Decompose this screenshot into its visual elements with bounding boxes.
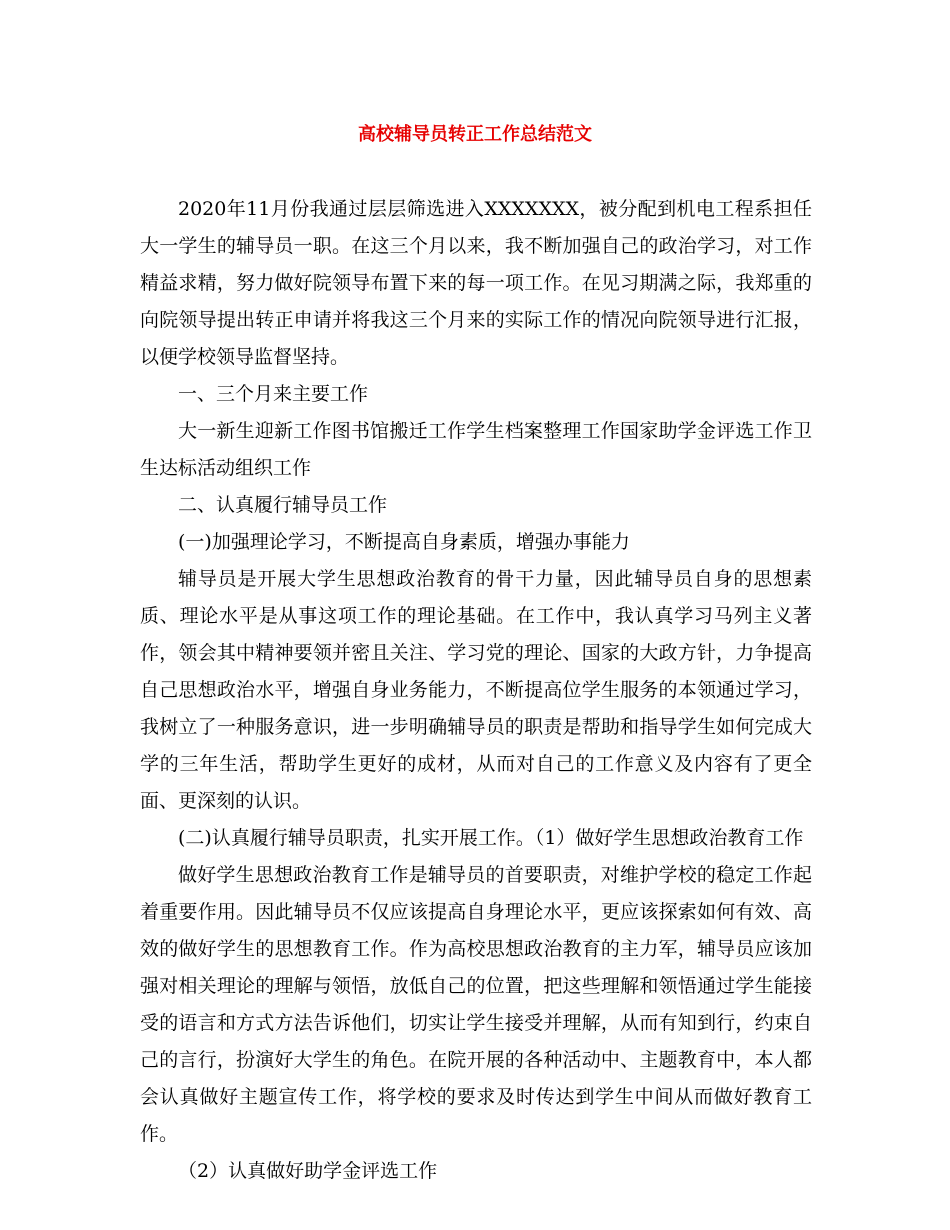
paragraph-work-list: 大一新生迎新工作图书馆搬迁工作学生档案整理工作国家助学金评选工作卫生达标活动组织工作 bbox=[140, 420, 812, 479]
subheading-fulfil-duties: (二)认真履行辅导员职责，扎实开展工作。（1）做好学生思想政治教育工作 bbox=[178, 827, 804, 849]
paragraph-theory-study: 辅导员是开展大学生思想政治教育的骨干力量，因此辅导员自身的思想素质、理论水平是从事这项工作的理论基础。在工作中，我认真学习马列主义著作，领会其中精神要领并密且关注、学习党的理论、国家的大政方针，力争提高自己思想政治水平，增强自身业务能力，不断提高位学生服务的本领通过学习，我树立了一种服务意识，进一步明确辅导员的职责是帮助和指导学生如何完成大学的三年生活，帮助学生更好的成材，从而对自己的工作意义及内容有了更全面、更深刻的认识。 bbox=[140, 568, 812, 812]
document-title: 高校辅导员转正工作总结范文 bbox=[358, 124, 592, 145]
paragraph-political-education: 做好学生思想政治教育工作是辅导员的首要职责，对维护学校的稳定工作起着重要作用。因此辅导员不仅应该提高自身理论水平，更应该探索如何有效、高效的做好学生的思想教育工作。作为高校思想政治教育的主力军，辅导员应该加强对相关理论的理解与领悟，放低自己的位置，把这些理解和领悟通过学生能接受的语言和方式方法告诉他们，切实让学生接受并理解，从而有知到行，约束自己的言行，扮演好大学生的角色。在院开展的各种活动中、主题教育中，本人都会认真做好主题宣传工作，将学校的要求及时传达到学生中间从而做好教育工作。 bbox=[140, 864, 812, 1145]
section-heading-main-work: 一、三个月来主要工作 bbox=[178, 383, 369, 405]
subheading-theory-study: (一)加强理论学习，不断提高自身素质，增强办事能力 bbox=[178, 531, 630, 553]
subheading-grant-selection: （2）认真做好助学金评选工作 bbox=[178, 1160, 438, 1182]
document-body bbox=[140, 191, 812, 1190]
section-heading-duties: 二、认真履行辅导员工作 bbox=[178, 494, 388, 516]
paragraph-intro: 2020年11月份我通过层层筛选进入XXXXXXX，被分配到机电工程系担任大一学生的辅导员一职。在这三个月以来，我不断加强自己的政治学习，对工作精益求精，努力做好院领导布置下来的每一项工作。在见习期满之际，我郑重的向院领导提出转正申请并将我这三个月来的实际工作的情况向院领导进行汇报，以便学校领导监督坚持。 bbox=[140, 198, 812, 368]
